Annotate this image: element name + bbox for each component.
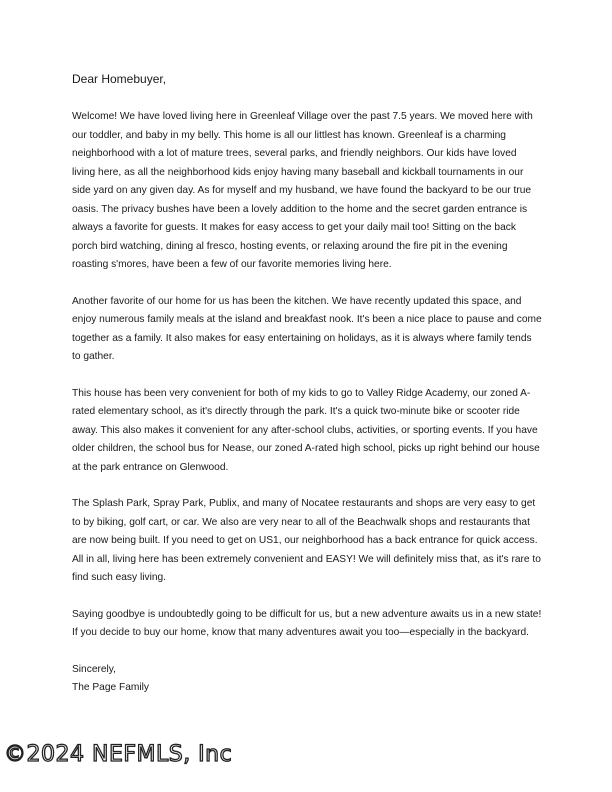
closing: Sincerely, (72, 663, 116, 675)
letter-body (72, 70, 542, 698)
signature: The Page Family (72, 682, 150, 693)
paragraph-kitchen: Another favorite of our home for us has been the kitchen. We have recently updated this space, and enjoy numerous family meals at the island and breakfast nook. It's been a nice place to pause and come together as a family. It also makes for easy entertaining on holidays, as it is always where family tends to gather. (72, 295, 542, 362)
paragraph-location: The Splash Park, Spray Park, Publix, and many of Nocatee restaurants and shops are very easy to get to by biking, golf cart, or car. We also are very near to all of the Beachwalk shops and restaurants that are now being built. If you need to get on US1, our neighborhood has a back entrance for quick access. All in all, living here has been extremely convenient and EASY! We will definitely miss that, as it's rare to find such easy living. (72, 498, 541, 583)
copyright-watermark: ©2024 NEFMLS, Inc (4, 742, 233, 767)
paragraph-welcome: Welcome! We have loved living here in Greenleaf Village over the past 7.5 years. We moved here with our toddler, and baby in my belly. This home is all our littlest has known. Greenleaf is a charming neighborhood with a lot of mature trees, several parks, and friendly neighbors. Our kids have loved living here, as all the neighborhood kids enjoy having many baseball and kickball tournaments in our side yard on any given day. As for myself and my husband, we have found the backyard to be our true oasis. The privacy bushes have been a lovely addition to the home and the secret garden entrance is always a favorite for guests. It makes for easy access to get your daily mail too! Sitting on the back porch bird watching, dining al fresco, hosting events, or relaxing around the fire pit in the evening roasting s'mores, have been a few of our favorite memories living here. (72, 111, 533, 270)
salutation: Dear Homebuyer, (72, 72, 167, 86)
paragraph-goodbye: Saying goodbye is undoubtedly going to be difficult for us, but a new adventure awaits us in a new state! If you decide to buy our home, know that many adventures await you too—especially in the backyard. (72, 608, 542, 638)
paragraph-schools: This house has been very convenient for both of my kids to go to Valley Ridge Academy, our zoned A-rated elementary school, as it's directly through the park. It's a quick two-minute bike or scooter ride away. This also makes it convenient for any after-school clubs, activities, or sporting events. If you have older children, the school bus for Nease, our zoned A-rated high school, picks up right behind our house at the park entrance on Glenwood. (72, 387, 540, 473)
